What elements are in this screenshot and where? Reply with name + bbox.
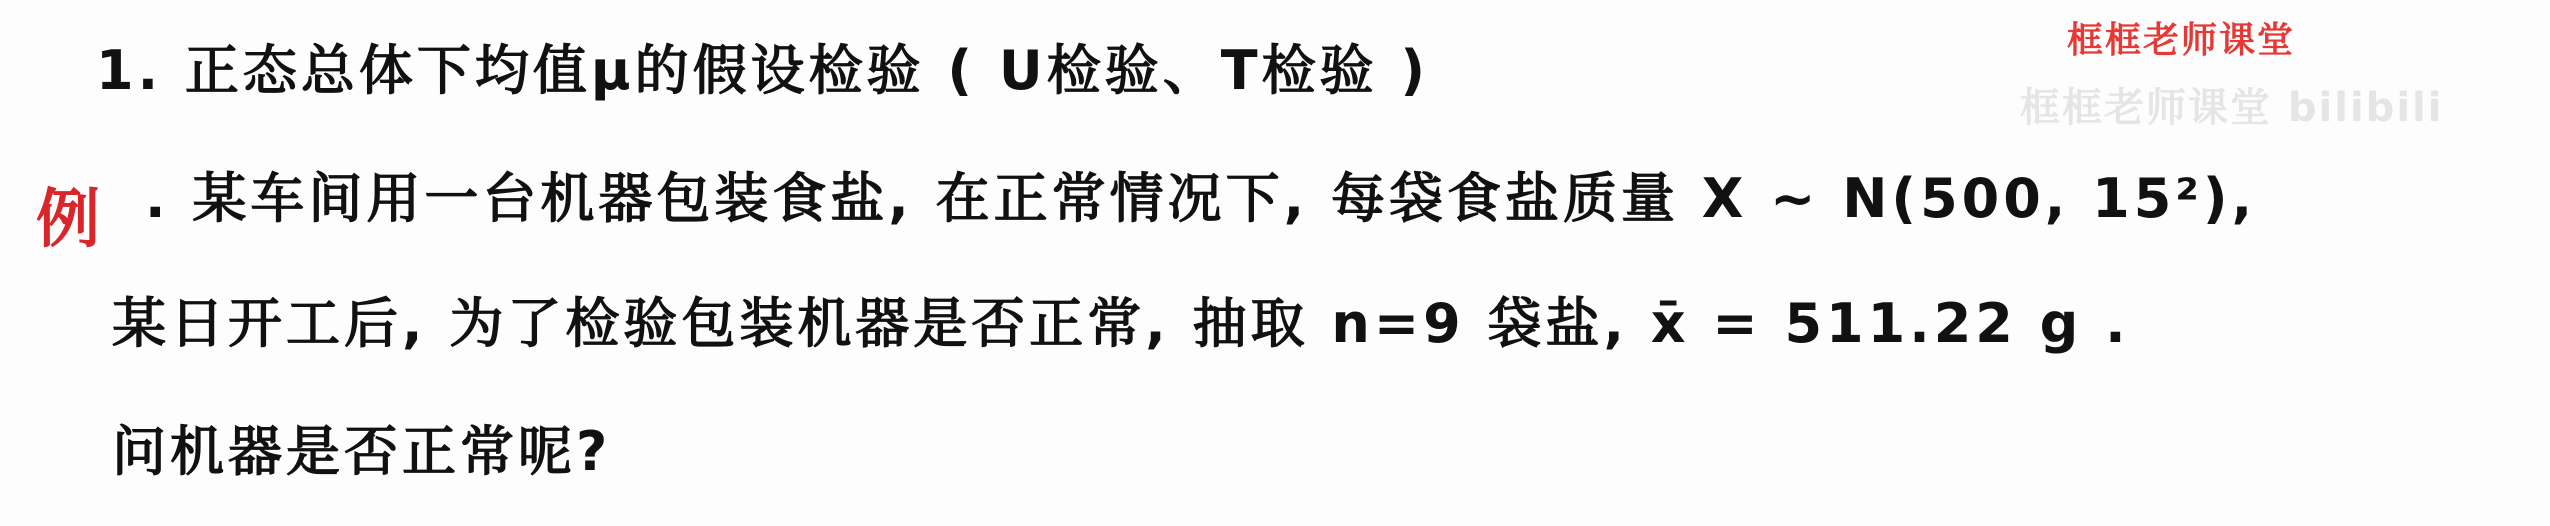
example-line-1: . 某车间用一台机器包装食盐, 在正常情况下, 每袋食盐质量 X ~ N(500, 15²), (145, 167, 2257, 230)
section-title: 1. 正态总体下均值μ的假设检验 ( U检验、T检验 ) (96, 39, 1430, 102)
brand-logo-text: 框框老师课堂 (2067, 20, 2296, 61)
example-line-3: 问机器是否正常呢? (112, 420, 612, 483)
channel-watermark: 框框老师课堂 bilibili (2020, 85, 2444, 131)
example-marker: 例 (36, 182, 100, 257)
example-line-2: 某日开工后, 为了检验包装机器是否正常, 抽取 n=9 袋盐, x̄ = 511.22 g . (112, 292, 2130, 355)
